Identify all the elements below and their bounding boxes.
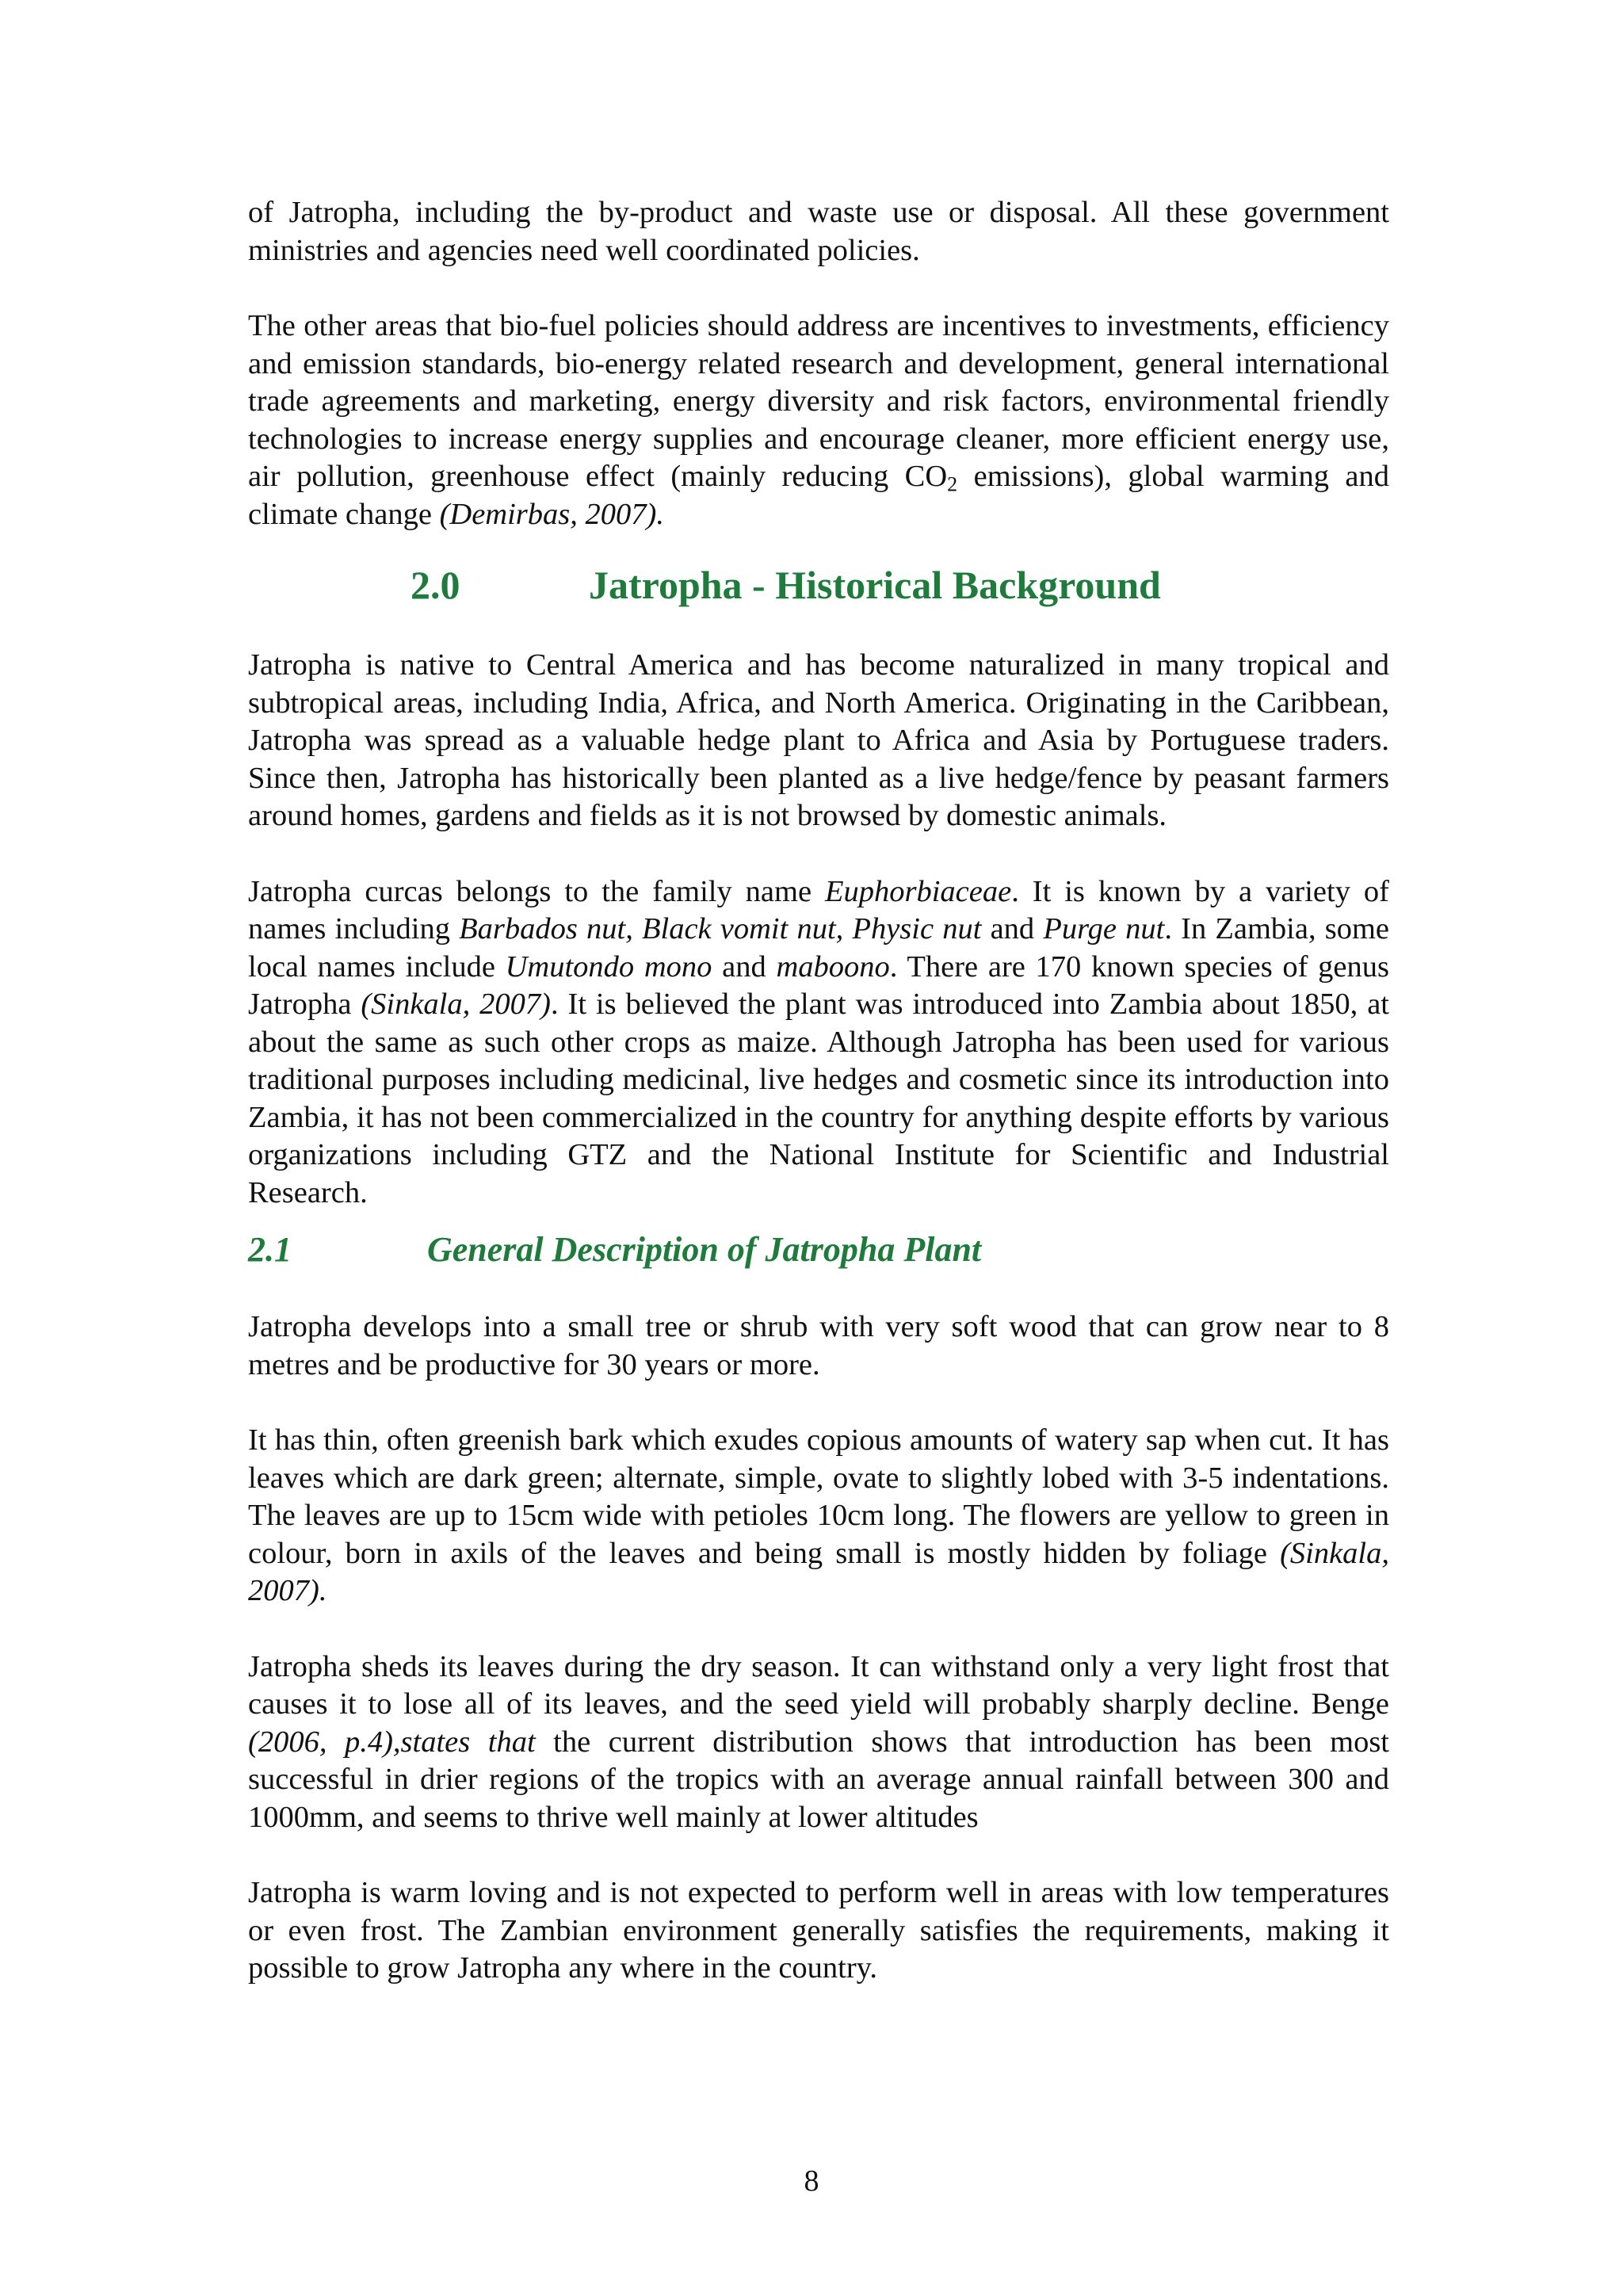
subsection-number: 2.1 bbox=[248, 1230, 292, 1269]
co2-subscript: 2 bbox=[947, 472, 958, 496]
subsection-paragraph-1-text: Jatropha develops into a small tree or shrub with very soft wood that can grow near to 8 metres and be productive for 30 years or more. bbox=[248, 1310, 1389, 1381]
citation-sinkala: (Sinkala, 2007) bbox=[361, 988, 551, 1021]
section-paragraph-2 bbox=[248, 873, 1389, 1213]
citation-demirbas: (Demirbas, 2007). bbox=[439, 497, 664, 531]
subsection-paragraph-2-text: It has thin, often greenish bark which exudes copious amounts of watery sap when cut. It has leaves which are dark green; alternate, simple, ovate to slightly lobed with 3-5 indentations. The leaves are up to 15cm wide with petioles 10cm long. The flowers are yellow to green in colour, born in axils of the leaves and being small is mostly hidden by foliage bbox=[248, 1423, 1389, 1570]
page-number: 8 bbox=[804, 2164, 819, 2198]
text-run: and bbox=[981, 912, 1044, 946]
section-paragraph-1 bbox=[248, 647, 1389, 835]
family-name: Euphorbiaceae bbox=[824, 874, 1012, 908]
text-run: . In Zambia, some local names include bbox=[248, 912, 1389, 984]
text-run: Jatropha sheds its leaves during the dry season. It can withstand only a very light frost that causes it to lose all of its leaves, and the seed yield will probably sharply decline. Benge bbox=[248, 1649, 1389, 1721]
subsection-paragraph-1 bbox=[248, 1308, 1389, 1384]
local-name-umutondo: Umutondo mono bbox=[505, 949, 712, 984]
common-names: Barbados nut, Black vomit nut, Physic nut bbox=[459, 912, 982, 946]
subsection-paragraph-3 bbox=[248, 1648, 1389, 1837]
text-run: Jatropha curcas belongs to the family name bbox=[248, 874, 825, 908]
text-run: and bbox=[712, 949, 777, 984]
intro-paragraph-2-text: The other areas that bio-fuel policies should address are incentives to investments, efficiency and emission standards, bio-energy related research and development, general international trade agreements and marketing, energy diversity and risk factors, environmental friendly technologies to increase energy supplies and encourage cleaner, more efficient energy use, air pollution, greenhouse effect (mainly reducing CO bbox=[248, 309, 1389, 493]
intro-paragraph-2-text-cont: emissions), global warming and climate change bbox=[248, 460, 1389, 531]
citation-benge: (2006, p.4),states that bbox=[248, 1725, 536, 1759]
local-name-maboono: maboono bbox=[776, 949, 890, 984]
text-run: . It is believed the plant was introduced into Zambia about 1850, at about the same as such other crops as maize. Although Jatropha has been used for various traditional purposes including medicinal, live hedges and cosmetic since its introduction into Zambia, it has not been commercialized in the country for anything despite efforts by various organizations including GTZ and the National Institute for Scientific and Industrial Research. bbox=[248, 988, 1389, 1209]
intro-paragraph-1-text: of Jatropha, including the by-product and waste use or disposal. All these government ministries and agencies need well coordinated policies. bbox=[248, 196, 1389, 267]
intro-paragraph-1 bbox=[248, 194, 1389, 269]
section-number: 2.0 bbox=[411, 563, 460, 607]
subsection-title: General Description of Jatropha Plant bbox=[427, 1230, 982, 1269]
text-run: . It is known by a variety of names including bbox=[248, 874, 1389, 946]
section-paragraph-1-text: Jatropha is native to Central America and has become naturalized in many tropical and subtropical areas, including India, Africa, and North America. Originating in the Caribbean, Jatropha was spread as a valuable hedge plant to Africa and Asia by Portuguese traders. Since then, Jatropha has historically been planted as a live hedge/fence by peasant farmers around homes, gardens and fields as it is not browsed by domestic animals. bbox=[248, 648, 1389, 832]
section-title: Jatropha - Historical Background bbox=[589, 563, 1161, 607]
section-heading bbox=[248, 547, 1389, 626]
subsection-heading bbox=[248, 1212, 1389, 1288]
page-content bbox=[248, 194, 1389, 1988]
text-run: the current distribution shows that introduction has been most successful in drier regions of the tropics with an average annual rainfall between 300 and 1000mm, and seems to thrive well mainly at lower altitudes bbox=[248, 1725, 1390, 1834]
intro-paragraph-2 bbox=[248, 308, 1389, 533]
common-name-purge-nut: Purge nut bbox=[1043, 912, 1165, 946]
subsection-paragraph-4 bbox=[248, 1874, 1389, 1988]
subsection-paragraph-4-text: Jatropha is warm loving and is not expected to perform well in areas with low temperatures or even frost. The Zambian environment generally satisfies the requirements, making it possible to grow Jatropha any where in the country. bbox=[248, 1876, 1389, 1985]
text-run: . There are 170 known species of genus Jatropha bbox=[248, 949, 1390, 1021]
subsection-paragraph-2 bbox=[248, 1422, 1389, 1610]
citation-sinkala-2: (Sinkala, 2007). bbox=[248, 1536, 1389, 1607]
